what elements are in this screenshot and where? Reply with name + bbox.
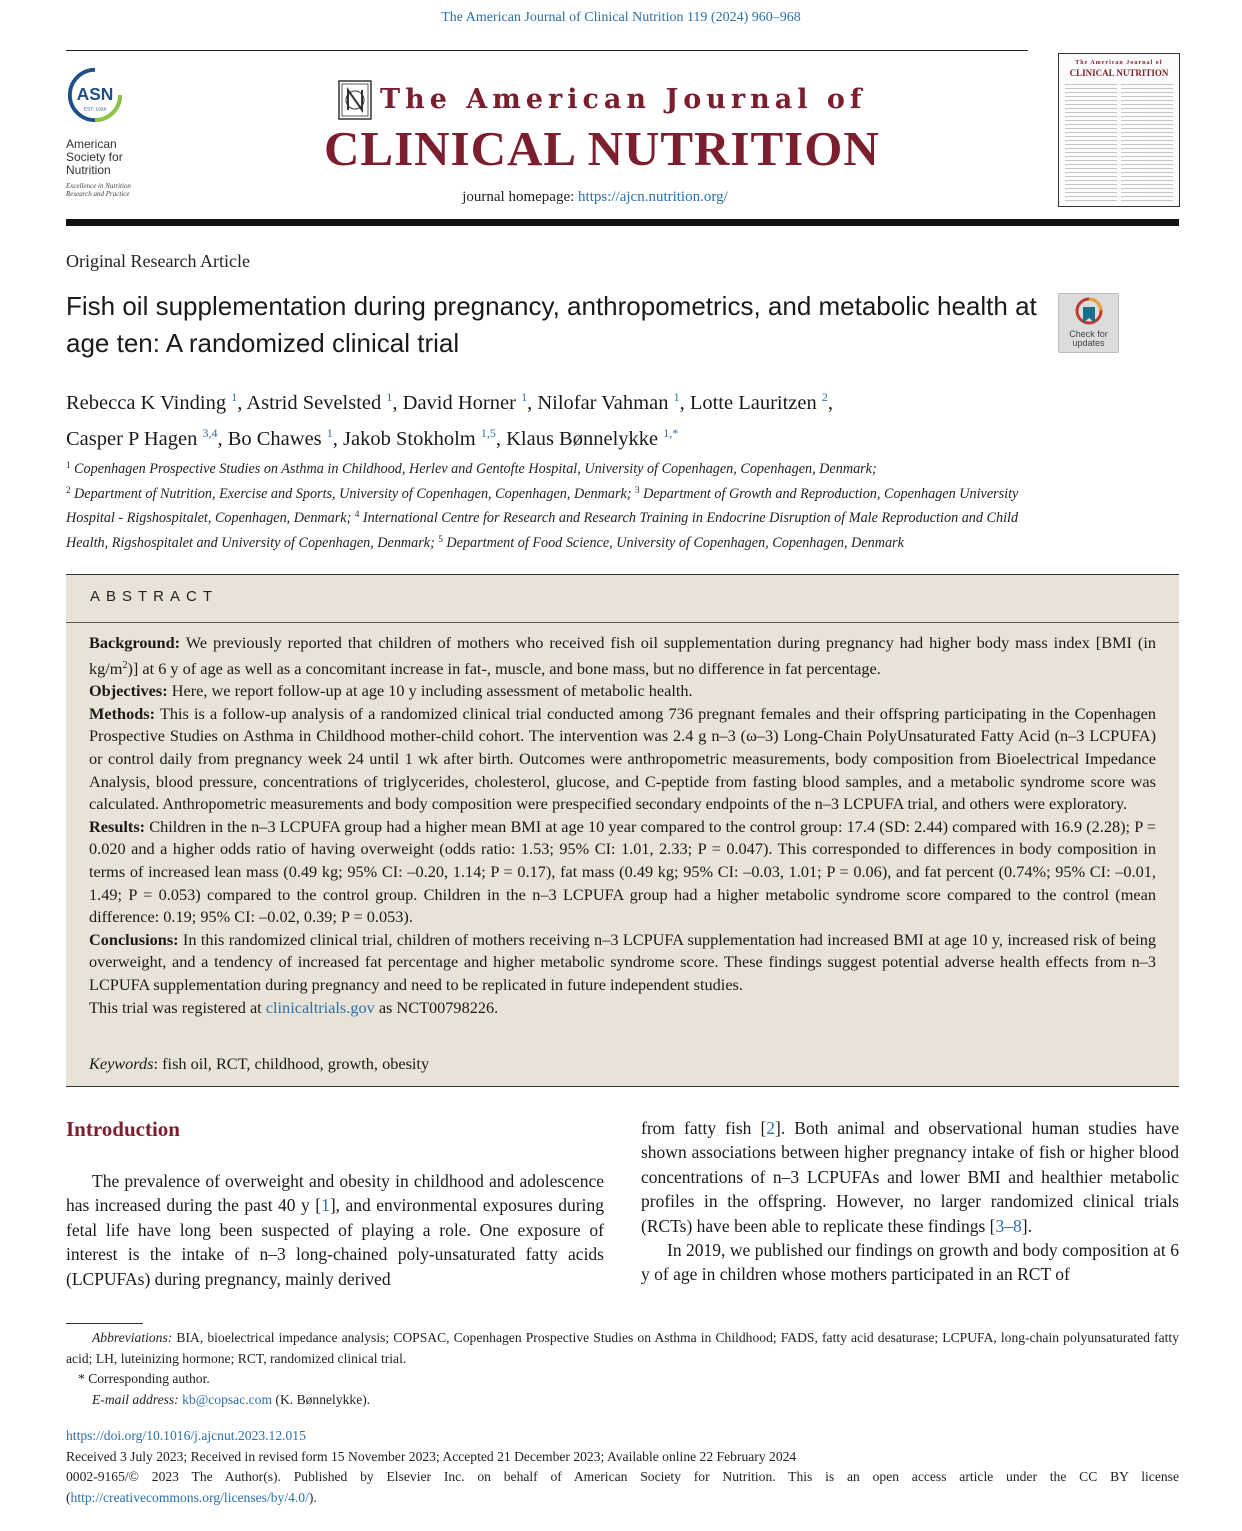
homepage-link[interactable]: https://ajcn.nutrition.org/ [578,189,728,205]
abstract-background: Background: We previously reported that children of mothers who received fish oil supplementation during pregnancy had higher body mass index [BMI (in $kg/m^2$)] at 6 y of age as well as a concomitant increase in fat-, muscle, and bone mass, but no difference in fat percentage. [89,633,1156,678]
intro-column-right [641,1116,1179,1287]
keywords [89,1054,429,1074]
cover-contents-lines [1065,84,1173,202]
asn-emblem-icon [66,66,124,124]
footnote-rule [66,1323,143,1324]
article-type: Original Research Article [66,251,250,271]
keywords-label: Keywords [89,1054,154,1073]
affiliation-ref: 1 [326,426,333,440]
homepage-label: journal homepage: [462,189,579,205]
abstract-methods: Methods: This is a follow-up analysis of a randomized clinical trial conducted among 736 pregnant females and their offspring participating in the Copenhagen Prospective Studies on Asthma in Childhood mother-child cohort. The intervention was 2.4 g n–3 (ω–3) Long-Chain PolyUnsaturated Fatty Acid (n–3 LCPUFA) or control daily from pregnancy week 24 until 1 wk after birth. Outcomes were anthropometric measurements, body composition from Bioelectrical Impedance Analysis, blood pressure, concentrations of triglycerides, cholesterol, glucose, and C-peptide from fasting blood samples, and a metabolic syndrome score was calculated. Anthropometric measurements and body composition were prespecified secondary endpoints of the n–3 LCPUFA trial, and others were exploratory. [89,703,1156,814]
asn-tagline: Excellence in Nutrition Research and Practice [66,182,131,198]
cover-title-line1: The American Journal of [1075,60,1163,66]
abbreviations-label: Abbreviations: [92,1330,173,1345]
affiliation-text: Department of Growth and Reproduction, Copenhagen University Hospital - Rigshospitalet, Copenhagen, Denmark; [66,485,1019,526]
asn-logo[interactable] [64,64,144,209]
affiliation-num: 2 [66,484,71,495]
cfu-line2: updates [1072,338,1105,348]
abstract-heading: ABSTRACT [90,588,219,605]
cfu-line1: Check for [1069,329,1108,339]
affiliation-ref: 1 [673,390,680,404]
abbreviations-note: Abbreviations: BIA, bioelectrical impedance analysis; COPSAC, Copenhagen Prospective Studies on Asthma in Childhood; FADS, fatty acid desaturase; LCPUFA, long-chain polyunsaturated fatty acid; LH, luteinizing hormone; RCT, randomized clinical trial. [66,1330,1179,1366]
affiliation-num: 5 [438,533,443,544]
affiliation-ref: 1,5 [480,426,496,440]
email-label: E-mail address: [92,1391,179,1407]
masthead-line2: CLINICAL NUTRITION [324,121,880,176]
keywords-list: : fish oil, RCT, childhood, growth, obesity [153,1054,430,1073]
affiliation-ref: 1 [386,390,393,404]
author[interactable]: Klaus Bønnelykke $^{1,*}$ [506,426,679,450]
footnotes [66,1328,1179,1410]
intro-column-left [66,1115,604,1291]
background-label: Background: [89,633,181,652]
check-for-updates-button[interactable] [1058,293,1119,353]
masthead-rule [66,219,1179,226]
intro-paragraph: from fatty fish [2]. Both animal and observational human studies have shown associations between higher pregnancy intake of fish or higher blood concentrations of n–3 LCPUFAs and lower BMI and healthier metabolic profiles in the offspring. However, no larger randomized clinical trials (RCTs) have been able to replicate these findings [3–8]. [641,1118,1179,1236]
affiliation-ref: 2 [821,390,828,404]
abstract-box [66,574,1179,1087]
abstract-results: Results: Children in the n–3 LCPUFA group had a higher mean BMI at age 10 year compared to the control group: 17.4 (SD: 2.44) compared with 16.9 (2.28); P = 0.020 and a higher odds ratio of having overweight (odds ratio: 1.53; 95% CI: 1.01, 2.33; P = 0.047). This corresponded to differences in body composition in terms of increased lean mass (0.49 kg; 95% CI: –0.20, 1.14; P = 0.17), fat mass (0.49 kg; 95% CI: –0.03, 1.01; P = 0.06), and fat percent (0.74%; 95% CI: –0.01, 1.49; P = 0.053) compared to the control group. Children in the n–3 LCPUFA group had a higher metabolic syndrome score compared to the control (mean difference: 0.19; 95% CI: –0.02, 0.39; P = 0.053). [89,816,1156,927]
author[interactable]: Nilofar Vahman $^1$ [537,390,680,414]
abstract-conclusions: Conclusions: In this randomized clinical trial, children of mothers receiving n–3 LCPUFA supplementation had increased BMI at age 10 y, increased risk of being overweight, and a tendency of increased fat percentage and higher metabolic syndrome score. These findings suggest potential adverse health effects from n–3 LCPUFA supplementation during pregnancy and need to be replicated in future independent studies. [89,929,1156,994]
affiliation-text: Copenhagen Prospective Studies on Asthma in Childhood, Herlev and Gentofte Hospital, University of Copenhagen, Copenhagen, Denmark; [74,461,877,477]
abstract-divider [66,622,1179,623]
corresponding-note: * Corresponding author. [78,1371,210,1386]
affiliation-num: 1 [66,460,71,470]
affiliation-text: Department of Food Science, University of Copenhagen, Copenhagen, Denmark [446,534,904,551]
cover-title-line2: CLINICAL NUTRITION [1069,68,1169,78]
journal-citation[interactable]: The American Journal of Clinical Nutrition 119 (2024) 960–968 [441,10,801,25]
affiliation-ref: 1 [521,390,528,404]
conclusions-label: Conclusions: [89,929,179,949]
doi-link[interactable]: https://doi.org/10.1016/j.ajcnut.2023.12.015 [66,1428,306,1443]
email-note: E-mail address: kb@copsac.com (K. Bønnelykke). [92,1391,371,1407]
affiliations [66,455,1041,553]
reference-link[interactable]: 2 [766,1118,776,1138]
author[interactable]: Rebecca K Vinding $^1$ [66,390,238,414]
email-link[interactable]: kb@copsac.com [182,1391,273,1407]
author[interactable]: Jakob Stokholm $^{1,5}$ [343,426,496,450]
article-title: Fish oil supplementation during pregnancy, anthropometrics, and metabolic health at age ten: A randomized clinical trial [66,291,1037,358]
objectives-label: Objectives: [89,681,168,701]
asn-est: EST. 1928 [83,107,107,113]
intro-paragraph: In 2019, we published our findings on growth and body composition at 6 y of age in children whose mothers participated in an RCT of [641,1240,1179,1285]
affiliation-text: International Centre for Research and Research Training in Endocrine Disruption of Male Reproduction and Child Health, Rigshospitalet and University of Copenhagen, Denmark; [66,510,1019,551]
check-for-updates-icon [1074,297,1104,329]
clinicaltrials-link[interactable]: clinicaltrials.gov [265,997,375,1017]
methods-label: Methods: [89,703,156,723]
affiliation-ref: 1 [231,390,238,404]
introduction-heading: Introduction [66,1117,180,1141]
license-note: 0002-9165/© 2023 The Author(s). Published by Elsevier Inc. on behalf of American Society for Nutrition. This is an open access article under the CC BY license (http://creativecommons.org/licenses/by/4.0/). [66,1469,1179,1505]
author[interactable]: Bo Chawes $^1$ [227,426,333,450]
asn-name: American Society for Nutrition [66,137,123,177]
abstract-objectives: Objectives: Here, we report follow-up at age 10 y including assessment of metabolic health. [89,681,693,701]
author[interactable]: Lotte Lauritzen $^2$ [689,390,828,414]
author-list: Rebecca K Vinding $^1$, Astrid Sevelsted $^1$, David Horner $^1$, Nilofar Vahman $^1$, Lotte Lauritzen $^2$, Casper P Hagen $^{3,4}$, Bo Chawes $^1$, Jakob Stokholm $^{1,5}$, Klaus Bønnelykke $^{1,*}$ [66,390,834,450]
asn-abbr: ASN [76,83,114,104]
masthead-line1: The American Journal of [380,84,867,115]
trial-registration: This trial was registered at clinicaltrials.gov as NCT00798226. [89,997,499,1017]
journal-homepage [0,189,1190,206]
author[interactable]: Casper P Hagen $^{3,4}$ [66,426,218,450]
journal-emblem-icon [338,80,372,120]
license-link[interactable]: http://creativecommons.org/licenses/by/4.0/ [70,1489,309,1505]
abstract-body [89,632,1156,1019]
reference-link[interactable]: 3–8 [995,1215,1022,1236]
reference-link[interactable]: 1 [321,1195,330,1216]
intro-paragraph: The prevalence of overweight and obesity in childhood and adolescence has increased during the past 40 y [1], and environmental exposures during fetal life have long been suspected of playing a role. One exposure of interest is the intake of n–3 long-chained poly-unsaturated fatty acids (LCPUFAs) during pregnancy, mainly derived [66,1171,605,1289]
header-rule [66,50,1028,51]
publication-info [66,1426,1179,1508]
journal-cover-thumbnail[interactable] [1058,53,1180,207]
affiliation-ref: 1,* [663,426,679,440]
affiliation-num: 3 [635,484,640,495]
affiliation-num: 4 [354,509,360,519]
results-label: Results: [89,816,146,836]
affiliation-text: Department of Nutrition, Exercise and Sports, University of Copenhagen, Copenhagen, Denmark; [74,485,632,502]
check-for-updates-label [1059,330,1118,348]
author[interactable]: David Horner $^1$ [402,390,528,414]
affiliation-ref: 3,4 [202,426,218,440]
author[interactable]: Astrid Sevelsted $^1$ [246,390,393,414]
article-dates: Received 3 July 2023; Received in revised form 15 November 2023; Accepted 21 December 2023; Available online 22 February 2024 [66,1448,797,1464]
